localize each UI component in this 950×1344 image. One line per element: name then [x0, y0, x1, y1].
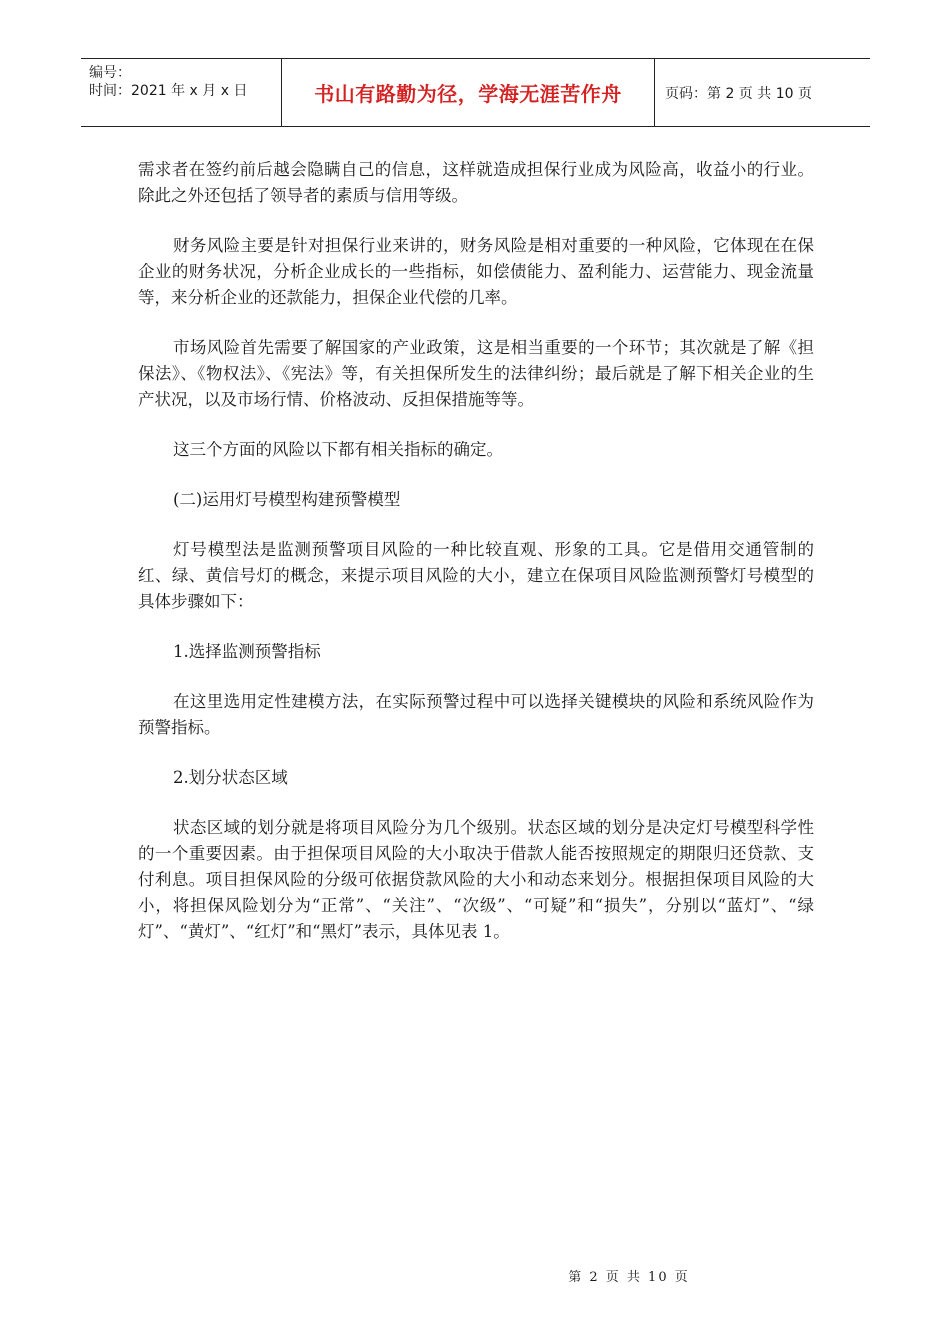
body-paragraph: 在这里选用定性建模方法，在实际预警过程中可以选择关键模块的风险和系统风险作为预警指标。	[138, 692, 814, 737]
body-paragraph: 财务风险主要是针对担保行业来讲的，财务风险是相对重要的一种风险，它体现在在保企业的财务状况，分析企业成长的一些指标，如偿债能力、盈利能力、运营能力、现金流量等，来分析企业的还款能力，担保企业代偿的几率。	[138, 236, 814, 307]
subsection-heading: 1.选择监测预警指标	[173, 642, 321, 661]
body-paragraph: 这三个方面的风险以下都有相关指标的确定。	[173, 440, 503, 459]
subsection-heading: 2.划分状态区域	[173, 768, 288, 787]
header-motto: 书山有路勤为径，学海无涯苦作舟	[282, 59, 655, 126]
document-body	[138, 157, 814, 969]
body-paragraph: 状态区域的划分就是将项目风险分为几个级别。状态区域的划分是决定灯号模型科学性的一个重要因素。由于担保项目风险的大小取决于借款人能否按照规定的期限归还贷款、支付利息。项目担保风险的分级可依据贷款风险的大小和动态来划分。根据担保项目风险的大小，将担保风险划分为“正常”、“关注”、“次级”、“可疑”和“损失”，分别以“蓝灯”、“绿灯”、“黄灯”、“红灯”和“黑灯”表示，具体见表 1。	[138, 818, 814, 941]
header-page-number: 页码：第 2 页 共 10 页	[665, 85, 812, 102]
page-footer: 第 2 页 共 10 页	[568, 1270, 690, 1285]
document-number-label: 编号：	[89, 65, 131, 81]
body-paragraph: 市场风险首先需要了解国家的产业政策，这是相当重要的一个环节；其次就是了解《担保法》、《物权法》、《宪法》等，有关担保所发生的法律纠纷；最后就是了解下相关企业的生产状况，以及市场行情、价格波动、反担保措施等等。	[138, 338, 814, 409]
body-paragraph: 需求者在签约前后越会隐瞒自己的信息，这样就造成担保行业成为风险高，收益小的行业。除此之外还包括了领导者的素质与信用等级。	[138, 160, 814, 205]
document-header	[81, 58, 870, 127]
section-heading: (二)运用灯号模型构建预警模型	[173, 490, 401, 509]
header-meta-cell	[81, 59, 282, 126]
document-date: 时间：2021 年 x 月 x 日	[89, 83, 248, 99]
body-paragraph: 灯号模型法是监测预警项目风险的一种比较直观、形象的工具。它是借用交通管制的红、绿、黄信号灯的概念，来提示项目风险的大小，建立在保项目风险监测预警灯号模型的具体步骤如下：	[138, 540, 814, 611]
